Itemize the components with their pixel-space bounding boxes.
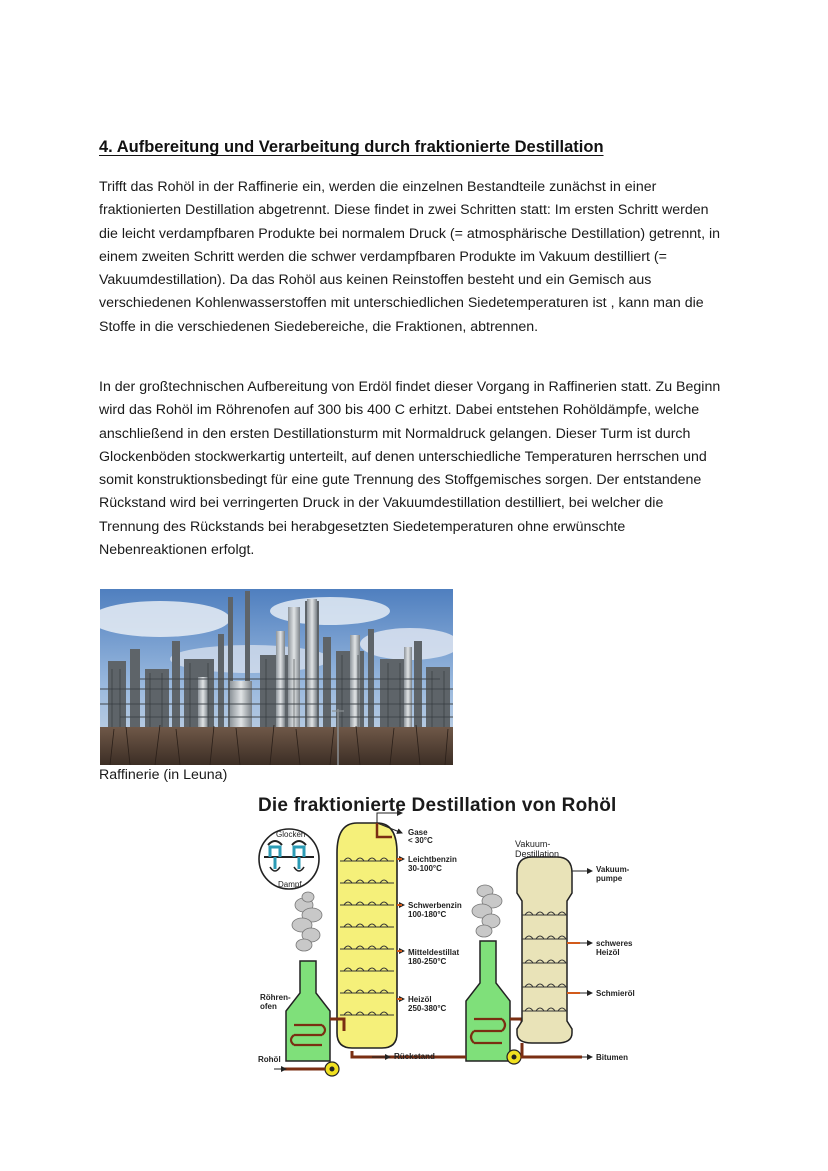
inset-bottom-label: Dampf — [278, 880, 302, 889]
vacuum-tower — [517, 857, 572, 1043]
output-mitteldestillat-temp: 180-250°C — [408, 957, 447, 966]
output-leichtbenzin-temp: 30-100°C — [408, 864, 442, 873]
distillation-diagram — [252, 793, 652, 1083]
diagram-title: Die fraktionierte Destillation von Rohöl — [258, 795, 617, 816]
output-bitumen: Bitumen — [596, 1053, 628, 1062]
furnace-2 — [466, 941, 510, 1061]
paragraph-intro: Trifft das Rohöl in der Raffinerie ein, werden die einzelnen Bestandteile zunächst in einer fraktionierten Destillation abgetrennt. Diese findet in zwei Schritten statt: Im ersten Schritt werden die leicht verdampfbaren Produkte bei normalem Druck (= atmosphärische Destillation) getrennt, in einem zweiten Schritt werden die schwer verdampfbaren Produkte im Vakuum destilliert (= Vakuumdestillation). Da das Rohöl aus keinen Reinstoffen besteht und ein Gemisch aus verschiedenen Kohlenwasserstoffen mit unterschiedlichen Siedetemperaturen ist , kann man die Stoffe in die verschiedenen Siedebereiche, die Fraktionen, abtrennen. — [99, 179, 721, 335]
output-schweres-heizoel: schweres Heizöl — [596, 939, 633, 957]
output-mitteldestillat-name: Mitteldestillat — [408, 948, 460, 957]
refinery-photo — [100, 589, 453, 765]
input-label: Rohöl — [258, 1055, 281, 1064]
output-heizoel-name: Heizöl — [408, 995, 432, 1004]
vacuum-title: Vakuum- Destillation — [515, 839, 560, 859]
output-gase-name: Gase — [408, 828, 428, 837]
refinery-illustration — [100, 589, 453, 765]
paragraph-process: In der großtechnischen Aufbereitung von Erdöl findet dieser Vorgang in Raffinerien statt. Zu Beginn wird das Rohöl im Röhrenofen auf 300 bis 400 C erhitzt. Dabei entstehen Rohöldämpfe, welche anschließend in den ersten Destillationsturm mit Normaldruck gelangen. Dieser Turm ist durch Glockenböden stockwerkartig unterteilt, auf denen unterschiedliche Temperaturen herrschen und somit konstruktionsbedingt für eine gute Trennung des Stoffgemisches sorgen. Der entstandene Rückstand wird bei verringerten Druck in der Vakuumdestillation destilliert, bei welcher die Trennung des Rückstands bei herabgesetzten Siedetemperaturen ohne erwünschte Nebenreaktionen erfolgt. — [99, 379, 721, 559]
section-heading: 4. Aufbereitung und Verarbeitung durch fraktionierte Destillation — [99, 138, 604, 156]
output-schwerbenzin-temp: 100-180°C — [408, 910, 447, 919]
inset-top-label: Glocken — [276, 830, 306, 839]
residue-label: Rückstand — [394, 1052, 435, 1061]
output-heizoel-temp: 250-380°C — [408, 1004, 447, 1013]
output-gase-temp: < 30°C — [408, 836, 433, 845]
output-leichtbenzin-name: Leichtbenzin — [408, 855, 457, 864]
output-vakuumpumpe: Vakuum- pumpe — [596, 865, 630, 883]
atmospheric-tower — [337, 823, 397, 1048]
output-schmieroel: Schmieröl — [596, 989, 635, 998]
furnace-label: Röhren- ofen — [260, 993, 291, 1011]
distillation-schematic — [252, 793, 652, 1083]
photo-caption: Raffinerie (in Leuna) — [99, 767, 228, 783]
output-schwerbenzin-name: Schwerbenzin — [408, 901, 462, 910]
furnace-1 — [286, 961, 330, 1061]
